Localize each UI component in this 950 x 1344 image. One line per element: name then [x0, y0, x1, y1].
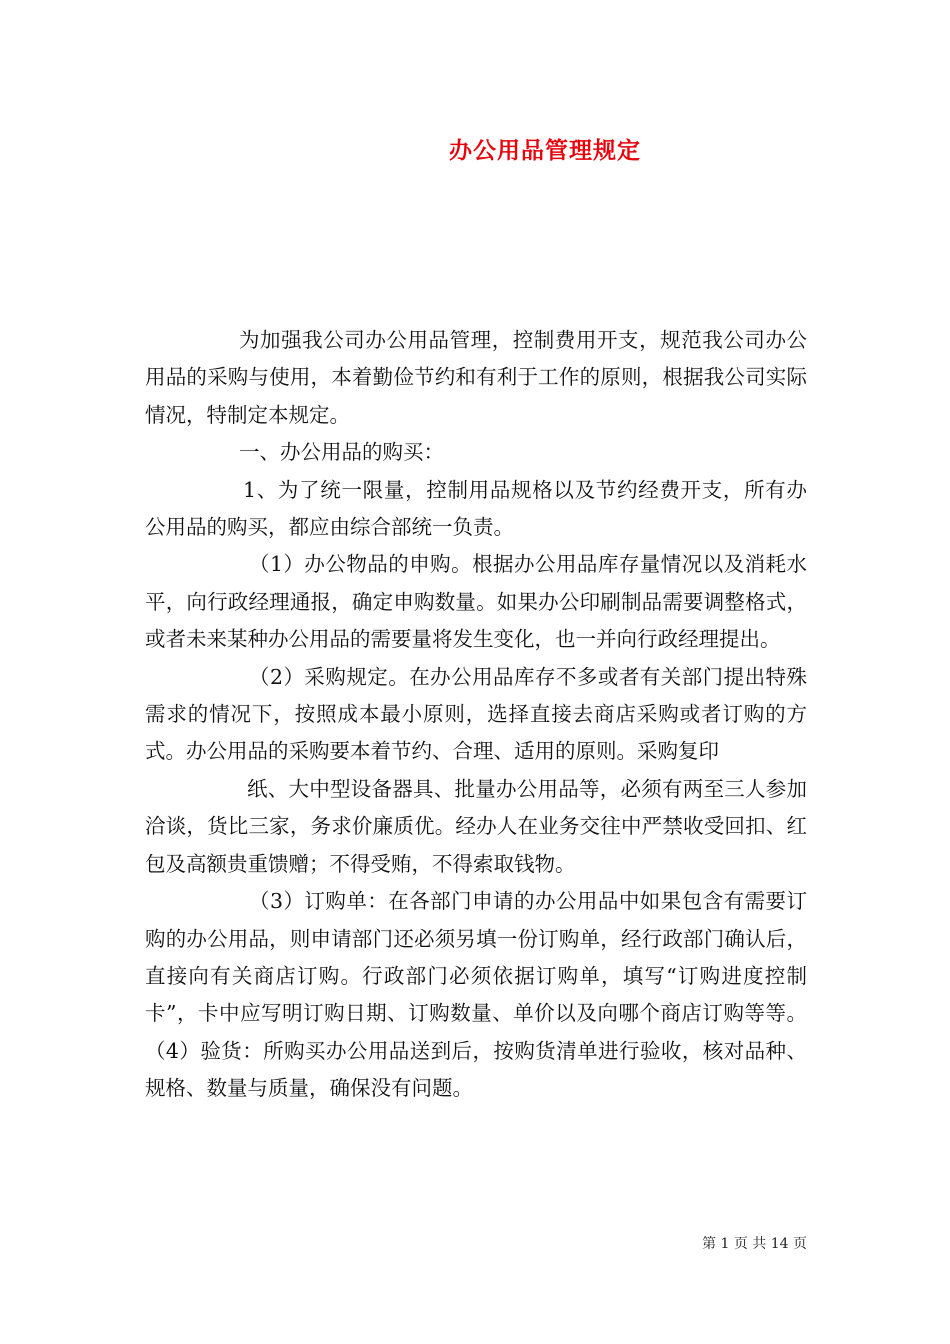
paragraph-item-1-1: （1）办公物品的申购。根据办公用品库存量情况以及消耗水平，向行政经理通报，确定申购数量。如果办公印刷制品需要调整格式，或者未来某种办公用品的需要量将发生变化，也一并向行政经理提出。 [145, 552, 807, 652]
paragraph-item-1-3: （3）订购单：在各部门申请的办公用品中如果包含有需要订购的办公用品，则申请部门还必须另填一份订购单，经行政部门确认后，直接向有关商店订购。行政部门必须依据订购单，填写“订购进度控制卡”，卡中应写明订购日期、订购数量、单价以及向哪个商店订购等等。（4）验货：所购买办公用品送到后，按购货清单进行验收，核对品种、规格、数量与质量，确保没有问题。 [145, 889, 807, 1101]
section-heading-purchase: 一、办公用品的购买： [239, 440, 444, 465]
document-title: 办公用品管理规定 [449, 137, 641, 164]
document-body [145, 322, 807, 1108]
paragraph-item-1-2: （2）采购规定。在办公用品库存不多或者有关部门提出特殊需求的情况下，按照成本最小原则，选择直接去商店采购或者订购的方式。办公用品的采购要本着节约、合理、适用的原则。采购复印 [145, 664, 807, 764]
paragraph-item-1-2-continued: 纸、大中型设备器具、批量办公用品等，必须有两至三人参加洽谈，货比三家，务求价廉质优。经办人在业务交往中严禁收受回扣、红包及高额贵重馈赠；不得受贿，不得索取钱物。 [145, 776, 807, 876]
paragraph-item-1: 1、为了统一限量，控制用品规格以及节约经费开支，所有办公用品的购买，都应由综合部统一负责。 [145, 477, 807, 540]
page-number-footer: 第 1 页 共 14 页 [702, 1236, 807, 1252]
paragraph-intro: 为加强我公司办公用品管理，控制费用开支，规范我公司办公用品的采购与使用，本着勤俭节约和有利于工作的原则，根据我公司实际情况，特制定本规定。 [145, 328, 807, 427]
